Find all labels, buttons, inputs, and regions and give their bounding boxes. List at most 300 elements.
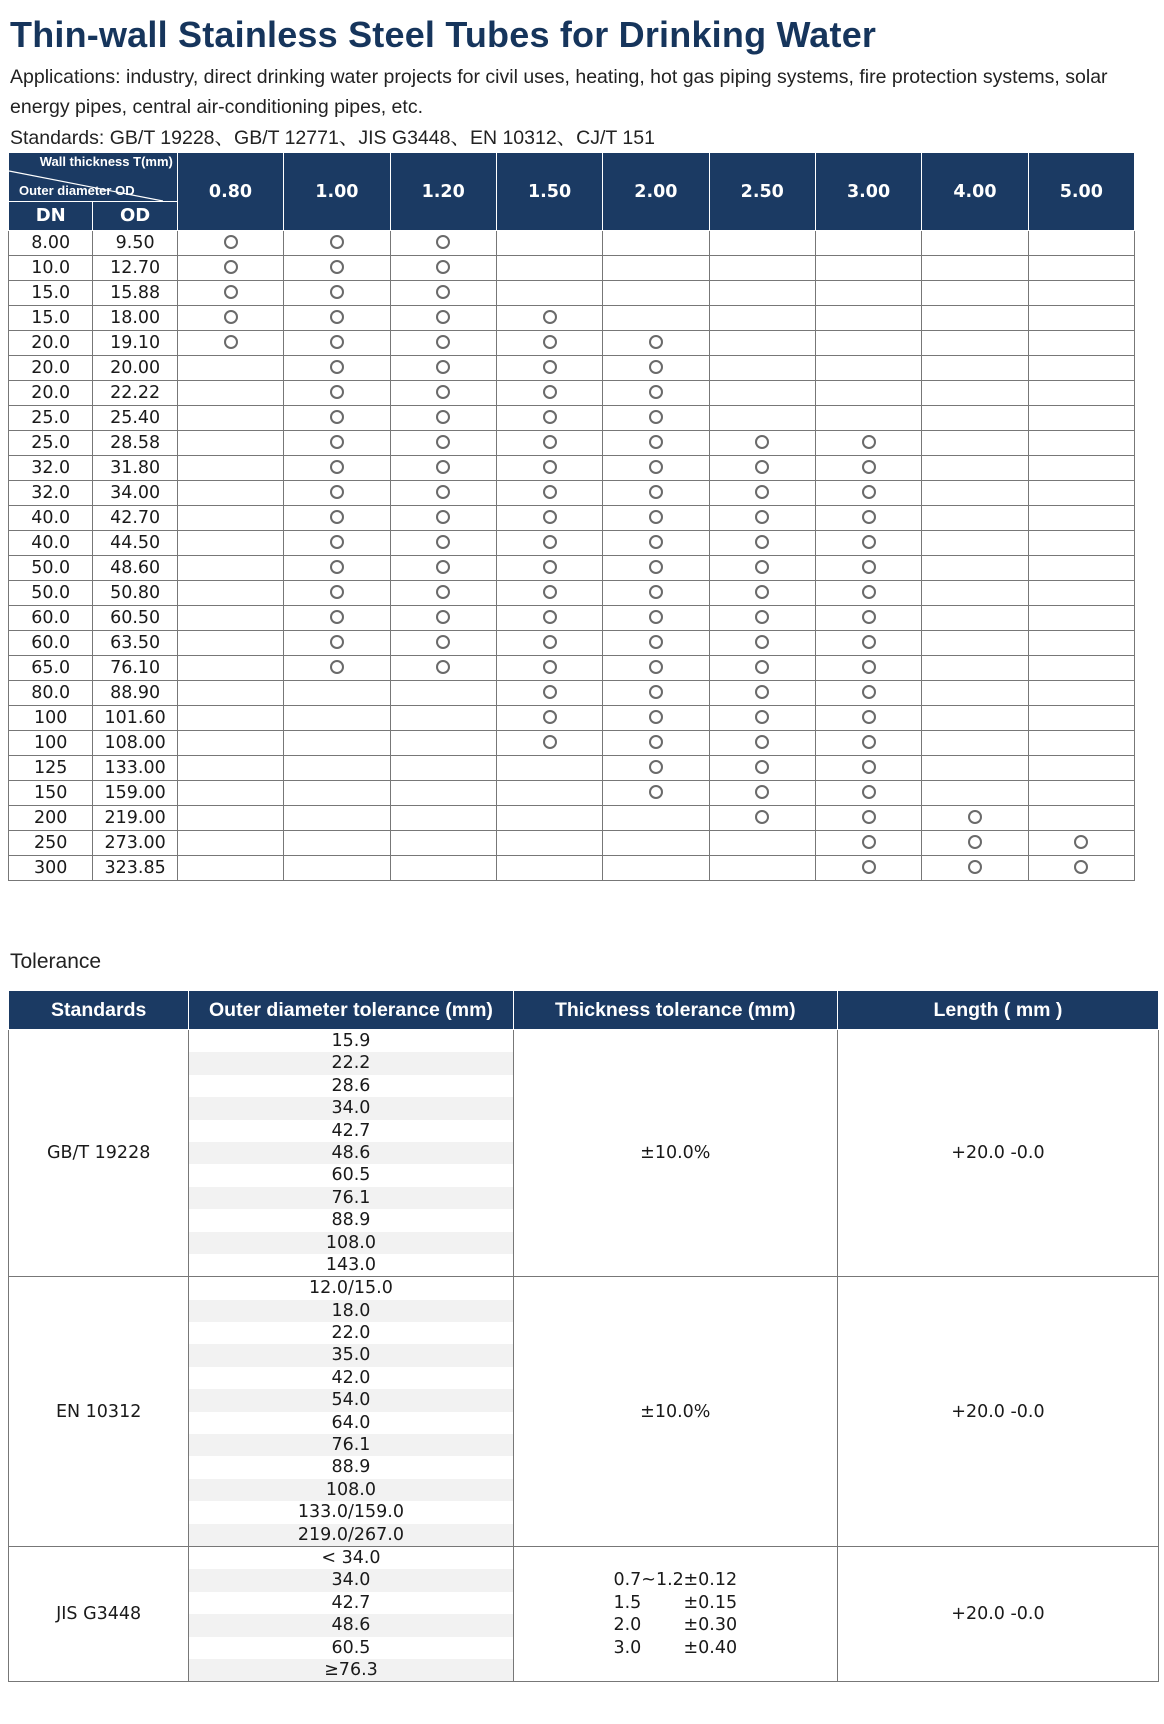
availability-cell	[709, 356, 815, 381]
availability-cell	[603, 806, 709, 831]
availability-circle-icon	[755, 760, 769, 774]
availability-cell	[177, 731, 283, 756]
thickness-tolerance-value: ±0.15	[683, 1592, 738, 1613]
availability-cell	[1028, 306, 1134, 331]
thickness-tolerance-line	[613, 1569, 737, 1591]
thickness-tolerance-line	[613, 1592, 737, 1614]
availability-circle-icon	[436, 635, 450, 649]
table-row	[9, 281, 1135, 306]
availability-circle-icon	[543, 685, 557, 699]
availability-circle-icon	[543, 435, 557, 449]
availability-circle-icon	[330, 485, 344, 499]
availability-circle-icon	[862, 610, 876, 624]
availability-circle-icon	[543, 385, 557, 399]
availability-circle-icon	[330, 235, 344, 249]
availability-circle-icon	[862, 585, 876, 599]
availability-cell	[922, 781, 1028, 806]
availability-cell	[709, 256, 815, 281]
dn-cell: 25.0	[9, 406, 93, 431]
od-value: 35.0	[189, 1344, 512, 1366]
od-value: 28.6	[331, 1075, 371, 1096]
availability-cell	[603, 356, 709, 381]
od-value: 54.0	[189, 1389, 512, 1411]
availability-cell	[177, 581, 283, 606]
availability-cell	[177, 831, 283, 856]
availability-cell	[390, 331, 496, 356]
thickness-tolerance-value: ±0.40	[683, 1637, 738, 1658]
availability-cell	[603, 581, 709, 606]
availability-cell	[284, 806, 390, 831]
thickness-tolerance-cell: ±10.0%	[513, 1277, 837, 1547]
dn-cell: 60.0	[9, 631, 93, 656]
dn-cell: 25.0	[9, 431, 93, 456]
availability-circle-icon	[436, 310, 450, 324]
availability-cell	[496, 406, 602, 431]
availability-circle-icon	[755, 585, 769, 599]
availability-cell	[390, 781, 496, 806]
availability-cell	[284, 756, 390, 781]
availability-cell	[922, 406, 1028, 431]
applications-text: Applications: industry, direct drinking water projects for civil uses, heating, hot gas piping systems, fire protection systems, solar energy pipes, central air-conditioning pipes, etc.	[10, 66, 1108, 118]
availability-circle-icon	[224, 285, 238, 299]
availability-circle-icon	[862, 685, 876, 699]
availability-cell	[496, 481, 602, 506]
table-row	[9, 856, 1135, 881]
thickness-header: 0.80	[177, 153, 283, 231]
table-row	[9, 231, 1135, 256]
od-value: 219.0/267.0	[189, 1524, 512, 1546]
availability-circle-icon	[649, 735, 663, 749]
availability-circle-icon	[436, 410, 450, 424]
availability-cell	[496, 706, 602, 731]
availability-circle-icon	[755, 510, 769, 524]
availability-cell	[603, 631, 709, 656]
availability-cell	[815, 456, 921, 481]
availability-cell	[390, 706, 496, 731]
table-row	[9, 681, 1135, 706]
availability-cell	[390, 631, 496, 656]
availability-cell	[709, 856, 815, 881]
availability-cell	[496, 781, 602, 806]
tolerance-title: Tolerance	[10, 950, 102, 973]
availability-cell	[390, 356, 496, 381]
availability-cell	[709, 731, 815, 756]
standard-cell: JIS G3448	[9, 1546, 189, 1681]
availability-cell	[603, 606, 709, 631]
availability-cell	[603, 256, 709, 281]
od-value: 108.0	[189, 1232, 512, 1254]
od-cell: 42.70	[93, 506, 177, 531]
od-value: 22.0	[331, 1323, 371, 1344]
availability-cell	[496, 806, 602, 831]
od-value: 60.5	[331, 1637, 371, 1658]
availability-cell	[603, 306, 709, 331]
availability-cell	[284, 856, 390, 881]
availability-cell	[1028, 731, 1134, 756]
availability-circle-icon	[543, 485, 557, 499]
table-row	[9, 256, 1135, 281]
od-value: 133.0/159.0	[297, 1502, 404, 1523]
length-tolerance-cell: +20.0 -0.0	[837, 1546, 1158, 1681]
od-value: 143.0	[325, 1254, 377, 1275]
dn-cell: 10.0	[9, 256, 93, 281]
availability-cell	[815, 556, 921, 581]
table-row	[9, 481, 1135, 506]
availability-cell	[709, 756, 815, 781]
od-value: 12.0/15.0	[309, 1278, 393, 1299]
availability-cell	[1028, 231, 1134, 256]
od-cell: 60.50	[93, 606, 177, 631]
availability-cell	[922, 456, 1028, 481]
table-row	[9, 781, 1135, 806]
dn-cell: 20.0	[9, 356, 93, 381]
availability-cell	[603, 431, 709, 456]
availability-circle-icon	[649, 785, 663, 799]
availability-circle-icon	[224, 235, 238, 249]
availability-cell	[1028, 706, 1134, 731]
availability-cell	[922, 431, 1028, 456]
dn-cell: 65.0	[9, 656, 93, 681]
availability-cell	[603, 456, 709, 481]
availability-cell	[1028, 806, 1134, 831]
availability-cell	[284, 631, 390, 656]
availability-cell	[922, 731, 1028, 756]
thickness-header: 3.00	[815, 153, 921, 231]
dn-cell: 100	[9, 706, 93, 731]
availability-circle-icon	[649, 610, 663, 624]
availability-circle-icon	[436, 585, 450, 599]
availability-cell	[709, 781, 815, 806]
availability-cell	[284, 681, 390, 706]
availability-cell	[390, 431, 496, 456]
availability-cell	[815, 231, 921, 256]
thickness-range: 2.0	[613, 1615, 642, 1636]
availability-cell	[1028, 756, 1134, 781]
availability-cell	[1028, 606, 1134, 631]
dn-cell: 15.0	[9, 281, 93, 306]
availability-cell	[603, 556, 709, 581]
table-row	[9, 581, 1135, 606]
availability-cell	[284, 531, 390, 556]
availability-cell	[284, 306, 390, 331]
availability-circle-icon	[330, 385, 344, 399]
thickness-range: 0.7~1.2	[613, 1570, 684, 1591]
availability-circle-icon	[436, 660, 450, 674]
availability-cell	[709, 406, 815, 431]
availability-cell	[815, 631, 921, 656]
availability-cell	[496, 306, 602, 331]
availability-cell	[922, 706, 1028, 731]
availability-cell	[496, 831, 602, 856]
availability-cell	[709, 656, 815, 681]
od-value: 34.0	[189, 1569, 512, 1591]
od-value: 18.0	[189, 1300, 512, 1322]
availability-circle-icon	[755, 560, 769, 574]
od-value: 76.1	[189, 1187, 512, 1209]
availability-cell	[1028, 781, 1134, 806]
availability-cell	[496, 256, 602, 281]
availability-cell	[603, 231, 709, 256]
availability-cell	[496, 581, 602, 606]
thickness-tolerance-line	[613, 1614, 737, 1636]
availability-cell	[390, 606, 496, 631]
availability-cell	[284, 831, 390, 856]
availability-cell	[815, 731, 921, 756]
availability-circle-icon	[330, 360, 344, 374]
availability-circle-icon	[862, 635, 876, 649]
availability-cell	[815, 781, 921, 806]
availability-cell	[815, 431, 921, 456]
od-cell: 44.50	[93, 531, 177, 556]
thickness-header: 1.00	[284, 153, 390, 231]
availability-cell	[709, 606, 815, 631]
dn-cell: 15.0	[9, 306, 93, 331]
availability-cell	[177, 606, 283, 631]
availability-circle-icon	[224, 260, 238, 274]
table-row	[9, 606, 1135, 631]
availability-circle-icon	[543, 610, 557, 624]
thickness-header: 1.50	[496, 153, 602, 231]
availability-cell	[922, 306, 1028, 331]
availability-cell	[496, 231, 602, 256]
od-cell: 88.90	[93, 681, 177, 706]
availability-cell	[284, 581, 390, 606]
availability-circle-icon	[330, 635, 344, 649]
availability-cell	[390, 456, 496, 481]
availability-cell	[390, 656, 496, 681]
availability-circle-icon	[649, 460, 663, 474]
availability-cell	[603, 831, 709, 856]
od-cell: 108.00	[93, 731, 177, 756]
availability-cell	[922, 481, 1028, 506]
availability-circle-icon	[755, 710, 769, 724]
availability-cell	[1028, 631, 1134, 656]
availability-cell	[390, 256, 496, 281]
availability-cell	[1028, 556, 1134, 581]
availability-cell	[1028, 656, 1134, 681]
availability-cell	[709, 706, 815, 731]
availability-cell	[815, 756, 921, 781]
availability-cell	[603, 506, 709, 531]
availability-cell	[284, 731, 390, 756]
availability-cell	[496, 606, 602, 631]
availability-circle-icon	[543, 460, 557, 474]
availability-circle-icon	[543, 360, 557, 374]
availability-cell	[709, 831, 815, 856]
wall-thickness-label: Wall thickness T(mm)	[39, 154, 173, 169]
availability-cell	[709, 581, 815, 606]
availability-cell	[1028, 581, 1134, 606]
availability-cell	[922, 756, 1028, 781]
availability-circle-icon	[436, 285, 450, 299]
availability-cell	[284, 706, 390, 731]
availability-circle-icon	[862, 510, 876, 524]
availability-circle-icon	[755, 435, 769, 449]
availability-cell	[922, 606, 1028, 631]
availability-cell	[603, 781, 709, 806]
availability-circle-icon	[649, 660, 663, 674]
availability-cell	[1028, 831, 1134, 856]
availability-cell	[496, 281, 602, 306]
availability-cell	[709, 231, 815, 256]
availability-cell	[815, 381, 921, 406]
availability-cell	[815, 506, 921, 531]
availability-cell	[177, 381, 283, 406]
availability-cell	[922, 581, 1028, 606]
tolerance-table	[8, 990, 1159, 1682]
availability-circle-icon	[436, 360, 450, 374]
availability-cell	[177, 331, 283, 356]
availability-cell	[1028, 456, 1134, 481]
availability-cell	[177, 781, 283, 806]
thickness-header: 1.20	[390, 153, 496, 231]
availability-circle-icon	[862, 760, 876, 774]
availability-circle-icon	[649, 535, 663, 549]
availability-cell	[603, 856, 709, 881]
availability-cell	[603, 381, 709, 406]
page-title: Thin-wall Stainless Steel Tubes for Drinking Water	[10, 14, 877, 55]
od-cell: 15.88	[93, 281, 177, 306]
availability-circle-icon	[436, 260, 450, 274]
availability-cell	[709, 456, 815, 481]
standard-cell: EN 10312	[9, 1277, 189, 1547]
availability-cell	[815, 331, 921, 356]
table-row	[9, 531, 1135, 556]
od-tolerance-cell	[189, 1277, 513, 1547]
availability-circle-icon	[330, 310, 344, 324]
thickness-tolerance-cell	[513, 1546, 837, 1681]
od-cell: 101.60	[93, 706, 177, 731]
availability-circle-icon	[330, 335, 344, 349]
availability-cell	[922, 331, 1028, 356]
availability-circle-icon	[649, 385, 663, 399]
thickness-header: 5.00	[1028, 153, 1134, 231]
availability-cell	[1028, 256, 1134, 281]
availability-cell	[922, 631, 1028, 656]
availability-circle-icon	[649, 635, 663, 649]
table-row	[9, 631, 1135, 656]
tol-header-length: Length ( mm )	[837, 991, 1158, 1030]
availability-circle-icon	[330, 610, 344, 624]
dn-header: DN	[9, 202, 93, 231]
availability-cell	[922, 231, 1028, 256]
table-row	[9, 706, 1135, 731]
dn-cell: 50.0	[9, 581, 93, 606]
availability-cell	[390, 556, 496, 581]
availability-cell	[709, 306, 815, 331]
availability-circle-icon	[224, 335, 238, 349]
availability-cell	[1028, 506, 1134, 531]
availability-cell	[815, 356, 921, 381]
availability-circle-icon	[436, 385, 450, 399]
availability-cell	[603, 731, 709, 756]
dn-cell: 20.0	[9, 381, 93, 406]
dn-cell: 50.0	[9, 556, 93, 581]
od-cell: 48.60	[93, 556, 177, 581]
availability-cell	[177, 756, 283, 781]
availability-cell	[284, 606, 390, 631]
od-value: 48.6	[189, 1614, 512, 1636]
availability-cell	[390, 581, 496, 606]
availability-cell	[709, 556, 815, 581]
availability-circle-icon	[436, 435, 450, 449]
availability-circle-icon	[755, 635, 769, 649]
thickness-range: 3.0	[613, 1637, 642, 1658]
availability-cell	[709, 431, 815, 456]
availability-cell	[177, 306, 283, 331]
availability-cell	[177, 281, 283, 306]
availability-circle-icon	[436, 485, 450, 499]
availability-cell	[922, 256, 1028, 281]
availability-circle-icon	[862, 485, 876, 499]
availability-cell	[390, 731, 496, 756]
availability-circle-icon	[755, 810, 769, 824]
od-value: 88.9	[331, 1210, 371, 1231]
od-cell: 18.00	[93, 306, 177, 331]
table-row	[9, 456, 1135, 481]
od-value: 48.6	[189, 1142, 512, 1164]
od-value: 42.7	[331, 1592, 371, 1613]
availability-circle-icon	[649, 685, 663, 699]
availability-cell	[177, 531, 283, 556]
availability-cell	[815, 806, 921, 831]
availability-circle-icon	[649, 485, 663, 499]
dn-cell: 20.0	[9, 331, 93, 356]
availability-cell	[496, 631, 602, 656]
table-row	[9, 331, 1135, 356]
availability-cell	[1028, 381, 1134, 406]
availability-circle-icon	[330, 435, 344, 449]
availability-circle-icon	[755, 485, 769, 499]
availability-cell	[603, 706, 709, 731]
availability-circle-icon	[862, 560, 876, 574]
availability-cell	[922, 281, 1028, 306]
availability-cell	[709, 531, 815, 556]
availability-cell	[1028, 406, 1134, 431]
availability-cell	[603, 406, 709, 431]
availability-cell	[390, 481, 496, 506]
availability-circle-icon	[862, 735, 876, 749]
availability-cell	[815, 281, 921, 306]
dn-cell: 60.0	[9, 606, 93, 631]
thickness-header: 2.50	[709, 153, 815, 231]
availability-cell	[390, 506, 496, 531]
standard-cell: GB/T 19228	[9, 1030, 189, 1277]
availability-cell	[177, 506, 283, 531]
thickness-tolerance-value: ±0.12	[683, 1570, 738, 1591]
availability-cell	[922, 556, 1028, 581]
availability-cell	[177, 356, 283, 381]
od-value: 88.9	[331, 1457, 371, 1478]
dn-cell: 300	[9, 856, 93, 881]
availability-circle-icon	[755, 685, 769, 699]
availability-circle-icon	[436, 235, 450, 249]
availability-circle-icon	[968, 860, 982, 874]
availability-cell	[1028, 356, 1134, 381]
availability-cell	[177, 806, 283, 831]
availability-circle-icon	[543, 560, 557, 574]
availability-cell	[284, 656, 390, 681]
availability-circle-icon	[862, 660, 876, 674]
availability-cell	[603, 281, 709, 306]
standards-line: Standards: GB/T 19228、GB/T 12771、JIS G3448、EN 10312、CJ/T 151	[10, 127, 655, 149]
dn-cell: 125	[9, 756, 93, 781]
availability-cell	[815, 656, 921, 681]
spec-corner-header	[9, 153, 178, 202]
availability-circle-icon	[862, 460, 876, 474]
availability-circle-icon	[436, 610, 450, 624]
od-cell: 76.10	[93, 656, 177, 681]
